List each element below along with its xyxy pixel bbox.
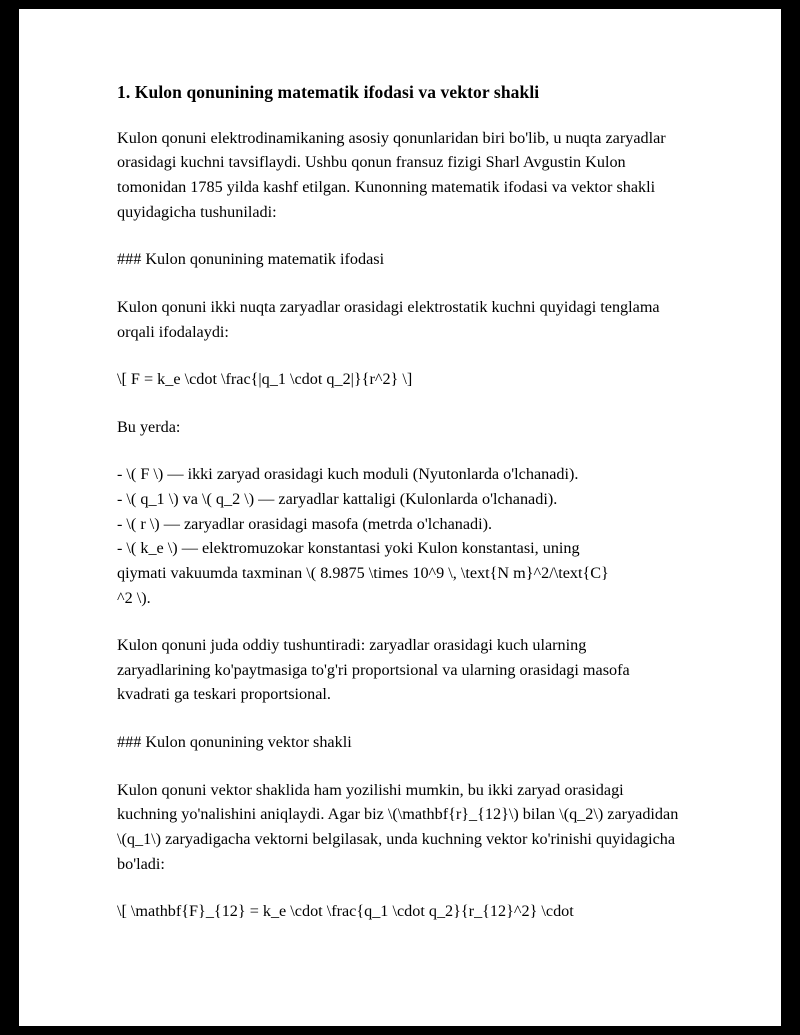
document-body xyxy=(117,81,683,947)
list-item: - \( k_e \) — elektromuzokar konstantasi yoki Kulon konstantasi, uning xyxy=(117,539,580,558)
paragraph-intro: Kulon qonuni elektrodinamikaning asosiy qonunlaridan biri bo'lib, u nuqta zaryadlar orasidagi kuchni tavsiflaydi. Ushbu qonun fransuz fizigi Sharl Avgustin Kulon tomonidan 1785 yilda kashf etilgan. Kunonning matematik ifodasi va vektor shakli quyidagicha tushuniladi: xyxy=(117,128,666,221)
list-item: qiymati vakuumda taxminan \( 8.9875 \times 10^9 \, \text{N m}^2/\text{C} xyxy=(117,563,609,582)
formula-vector-coulomb: \[ \mathbf{F}_{12} = k_e \cdot \frac{q_1 \cdot q_2}{r_{12}^2} \cdot xyxy=(117,902,574,921)
list-item: - \( q_1 \) va \( q_2 \) — zaryadlar kattaligi (Kulonlarda o'lchanadi). xyxy=(117,490,558,508)
paragraph-explanation: Kulon qonuni juda oddiy tushuntiradi: zaryadlar orasidagi kuch ularning zaryadlarining ko'paytmasiga to'g'ri proportsional va ularning orasidagi masofa kvadrati ga teskari proportsional. xyxy=(117,636,630,704)
definition-list xyxy=(117,462,683,610)
section-heading-vector-form: ### Kulon qonunining vektor shakli xyxy=(117,733,352,751)
formula-scalar-coulomb: \[ F = k_e \cdot \frac{|q_1 \cdot q_2|}{r^2} \] xyxy=(117,370,413,389)
document-page xyxy=(19,9,781,1026)
paragraph-vector-intro: Kulon qonuni vektor shaklida ham yozilishi mumkin, bu ikki zaryad orasidagi kuchning yo'nalishini aniqlaydi. Agar biz \(\mathbf{r}_{12}\) bilan \(q_2\) zaryadidan \(q_1\) zaryadigacha vektorni belgilasak, unda kuchning vektor ko'rinishi quyidagicha bo'ladi: xyxy=(117,780,679,873)
section-heading-math-form: ### Kulon qonunining matematik ifodasi xyxy=(117,250,385,269)
list-item: - \( r \) — zaryadlar orasidagi masofa (metrda o'lchanadi). xyxy=(117,514,493,533)
page-title: 1. Kulon qonunining matematik ifodasi va vektor shakli xyxy=(117,82,540,102)
list-item: ^2 \). xyxy=(117,588,151,607)
list-item: - \( F \) — ikki zaryad orasidagi kuch moduli (Nyutonlarda o'lchanadi). xyxy=(117,465,579,484)
paragraph-where: Bu yerda: xyxy=(117,417,181,436)
paragraph-equation-intro: Kulon qonuni ikki nuqta zaryadlar orasidagi elektrostatik kuchni quyidagi tenglama orqali ifodalaydi: xyxy=(117,297,660,341)
